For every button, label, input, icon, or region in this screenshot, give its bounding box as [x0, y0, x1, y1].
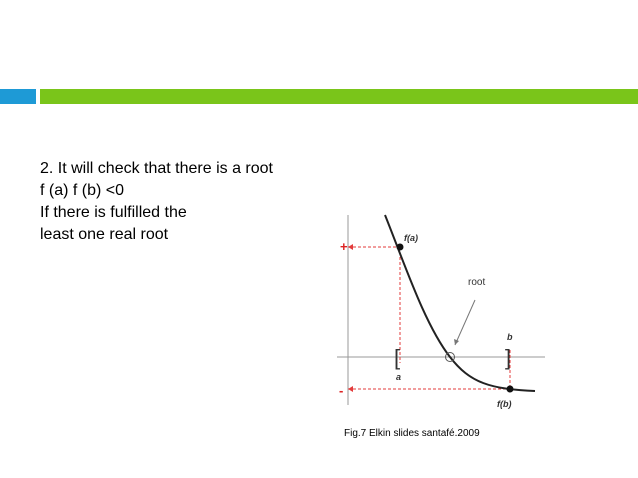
b-label: b [507, 332, 513, 342]
root-pointer-arrow [454, 339, 459, 345]
root-label: root [468, 277, 486, 288]
fb-point [507, 386, 514, 393]
fa-label: f(a) [404, 233, 418, 243]
right-bracket: ] [505, 345, 512, 370]
slide-text [40, 158, 310, 246]
fa-point [397, 244, 404, 251]
bolzano-diagram [325, 205, 550, 415]
text-line-2: f (a) f (b) <0 [40, 182, 125, 199]
minus-label: - [339, 383, 344, 398]
minus-arrow [348, 386, 353, 392]
accent-bar-green [40, 89, 638, 104]
a-label: a [396, 372, 402, 382]
plus-arrow [348, 244, 353, 250]
left-bracket: [ [394, 345, 401, 370]
fb-label: f(b) [497, 399, 512, 409]
text-line-3: If there is fulfilled the [40, 204, 187, 221]
root-pointer [455, 300, 475, 345]
accent-bar-blue [0, 89, 36, 104]
plus-label: + [340, 239, 348, 254]
figure-caption: Fig.7 Elkin slides santafé.2009 [344, 428, 480, 439]
text-line-1: 2. It will check that there is a root [40, 160, 273, 177]
text-line-4: least one real root [40, 226, 169, 243]
